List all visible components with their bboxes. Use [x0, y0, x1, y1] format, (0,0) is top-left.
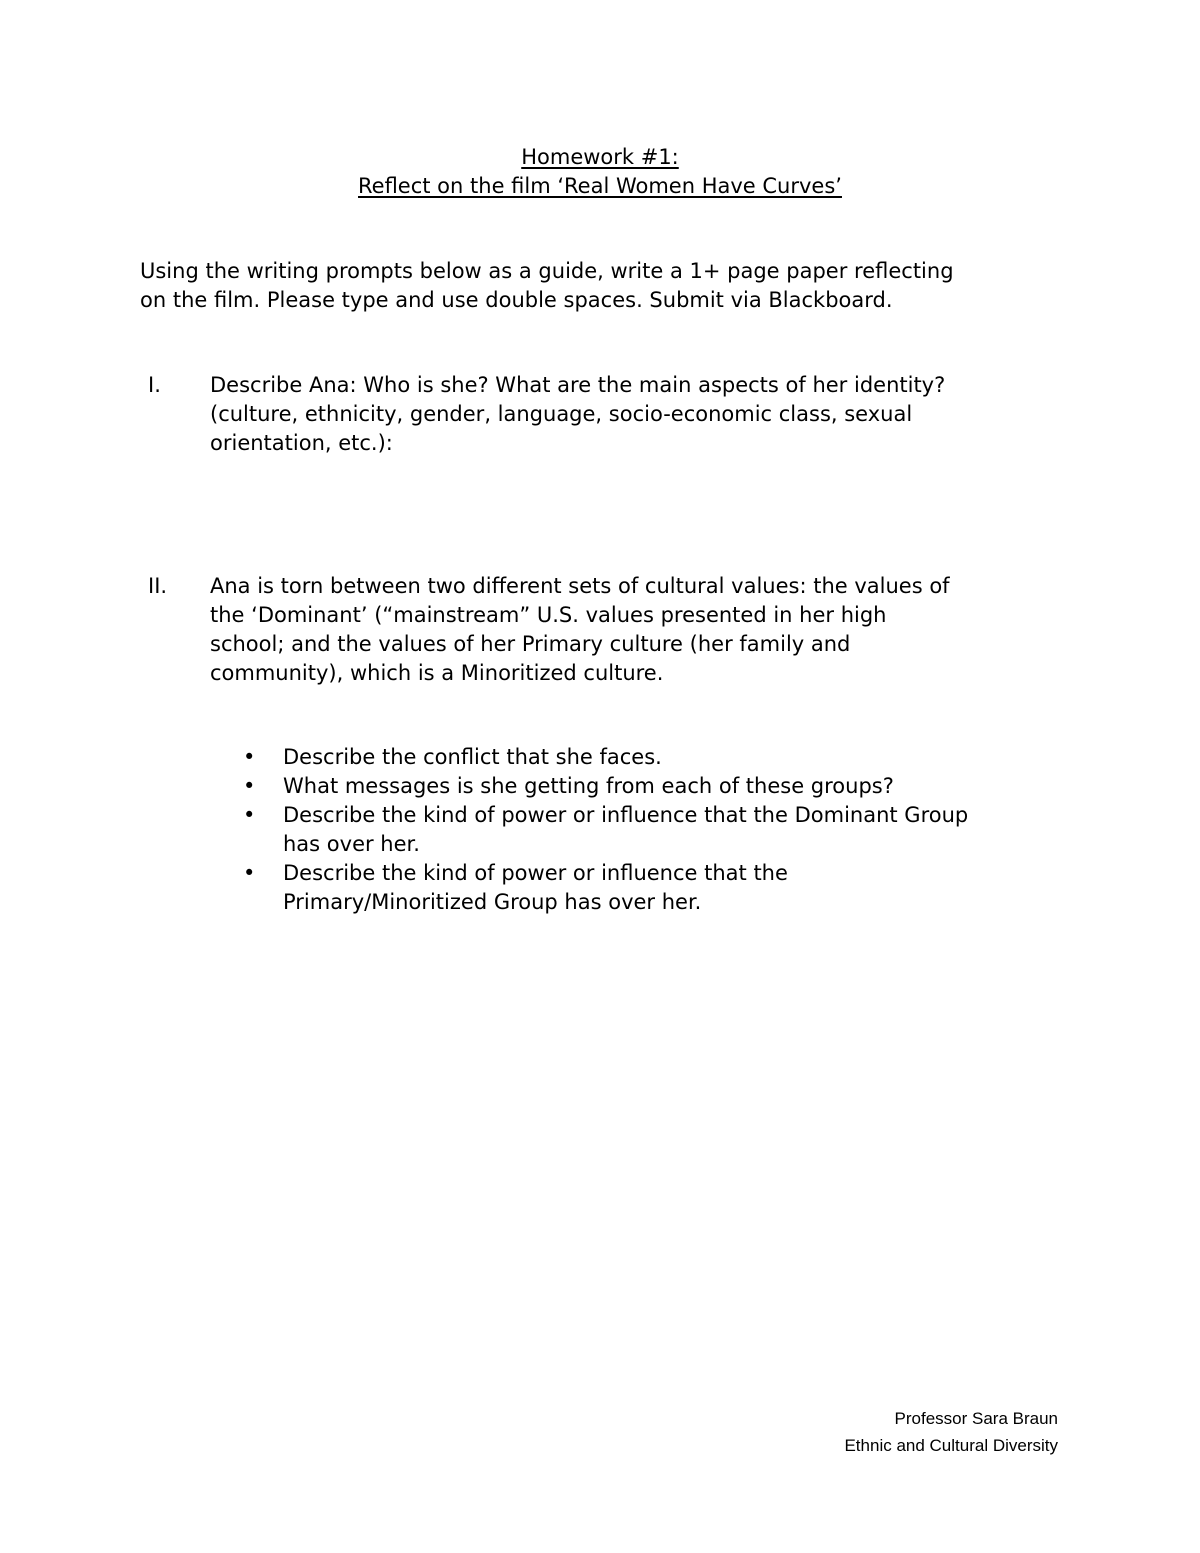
section-line: Ana is torn between two different sets of cultural values: the values of [210, 574, 950, 598]
intro-paragraph [140, 257, 1070, 315]
section-line: the ‘Dominant’ (“mainstream” U.S. values presented in her high [210, 603, 887, 627]
section-text [210, 572, 1070, 688]
footer-course: Ethnic and Cultural Diversity [844, 1436, 1058, 1455]
bullet-icon: • [243, 745, 256, 769]
list-item-line: Describe the kind of power or influence that the [283, 861, 788, 885]
list-item-line: Describe the conflict that she faces. [283, 745, 662, 769]
list-item-line: Describe the kind of power or influence that the Dominant Group [283, 803, 969, 827]
footer-author: Professor Sara Braun [894, 1409, 1058, 1428]
section-line: (culture, ethnicity, gender, language, socio-economic class, sexual [210, 402, 913, 426]
section-numeral: I. [148, 373, 161, 397]
page-title: Homework #1: [521, 145, 679, 169]
section-text [210, 371, 1070, 458]
list-item-line: What messages is she getting from each of these groups? [283, 774, 894, 798]
footer [844, 1405, 1058, 1459]
prompt-section-1 [140, 371, 1070, 458]
section-line: school; and the values of her Primary culture (her family and [210, 632, 851, 656]
list-item [140, 859, 1063, 917]
list-item-line: has over her. [283, 832, 420, 856]
bullet-icon: • [243, 774, 256, 798]
list-item [140, 743, 1063, 772]
title-block [140, 143, 1060, 201]
bullet-icon: • [243, 803, 256, 827]
list-item-line: Primary/Minoritized Group has over her. [283, 890, 702, 914]
prompt-section-2 [140, 572, 1070, 688]
section-line: Describe Ana: Who is she? What are the main aspects of her identity? [210, 373, 946, 397]
section-numeral: II. [148, 574, 168, 598]
page-subtitle: Reflect on the film ‘Real Women Have Curves’ [358, 174, 842, 198]
list-item [140, 772, 1063, 801]
intro-line: Using the writing prompts below as a guide, write a 1+ page paper reflecting [140, 259, 954, 283]
section-line: orientation, etc.): [210, 431, 393, 455]
bullet-icon: • [243, 861, 256, 885]
intro-line: on the film. Please type and use double spaces. Submit via Blackboard. [140, 288, 893, 312]
list-item [140, 801, 1063, 859]
section-line: community), which is a Minoritized culture. [210, 661, 664, 685]
bullet-list [140, 743, 1070, 917]
